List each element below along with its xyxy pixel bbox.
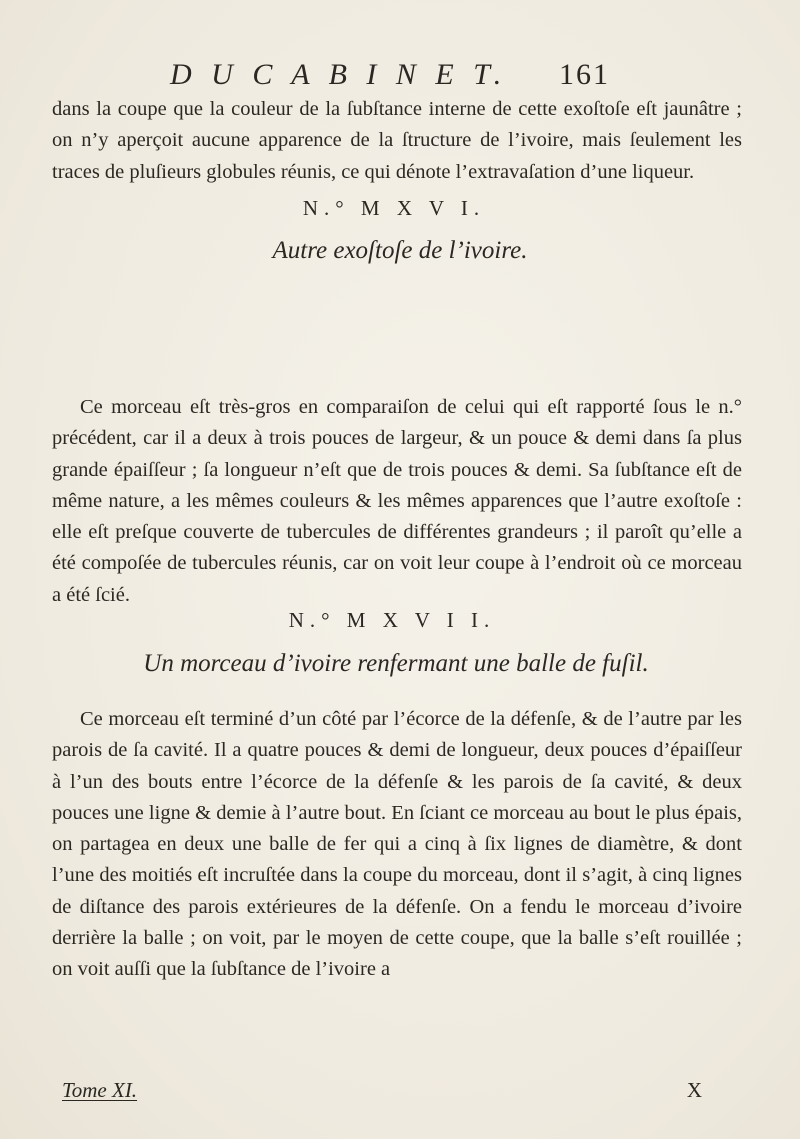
page-header xyxy=(170,58,610,94)
paragraph-1016: Ce morceau eſt très-gros en comparaiſon de celui qui eſt rapporté ſous le n.° précédent, car il a deux à trois pouces de largeur, & un pouce & demi dans ſa plus grande épaiſſeur ; ſa longueur n’eſt que de trois pouces & demi. Sa ſubſtance eſt de même nature, a les mêmes couleurs & les mêmes apparences que l’autre exoſtoſe : elle eſt preſque couverte de tubercules de différentes grandeurs ; il paroît qu’elle a été compoſée de tubercules réunis, car on voit leur coupe à l’endroit où ce morceau a été ſcié. xyxy=(52,396,742,606)
paragraph-continued: dans la coupe que la couleur de la ſubſtance interne de cette exoſtoſe eſt jaunâtre ; on n’y aperçoit aucune apparence de la ſtructure de l’ivoire, mais ſeulement les traces de pluſieurs globules réunis, ce qui dénote l’extravaſation d’une liqueur. xyxy=(52,98,742,183)
page-footer xyxy=(62,1078,702,1110)
entry-number-1016: N.° M X V I. xyxy=(302,196,486,220)
entry-number-1017: N.° M X V I I. xyxy=(288,608,496,632)
volume-label: Tome XI. xyxy=(62,1078,138,1102)
entry-title-1017: Un morceau d’ivoire renfermant une balle de fuſil. xyxy=(143,650,649,677)
paragraph-1017: Ce morceau eſt terminé d’un côté par l’écorce de la défenſe, & de l’autre par les parois de ſa cavité. Il a quatre pouces & demi de longueur, deux pouces d’épaiſſeur à l’un des bouts entre l’écorce de la défenſe & les parois de ſa cavité, & deux pouces une ligne & demie à l’autre bout. En ſciant ce morceau au bout le plus épais, on partagea en deux une balle de fer qui a cinq à ſix lignes de diamètre, & dont l’une des moitiés eſt incruſtée dans la coupe du morceau, dont il s’agit, à cinq lignes de diſtance des parois extérieures de la défenſe. On a fendu le morceau d’ivoire derrière la balle ; on voit, par le moyen de cette coupe, que la balle s’eſt rouillée ; on voit auſſi que la ſubſtance de l’ivoire a xyxy=(52,708,742,981)
entry-title-1016: Autre exoſtoſe de l’ivoire. xyxy=(272,237,528,264)
running-head: D U C A B I N E T. xyxy=(170,58,508,91)
page-number: 161 xyxy=(559,58,610,91)
signature-mark: X xyxy=(686,1078,702,1102)
